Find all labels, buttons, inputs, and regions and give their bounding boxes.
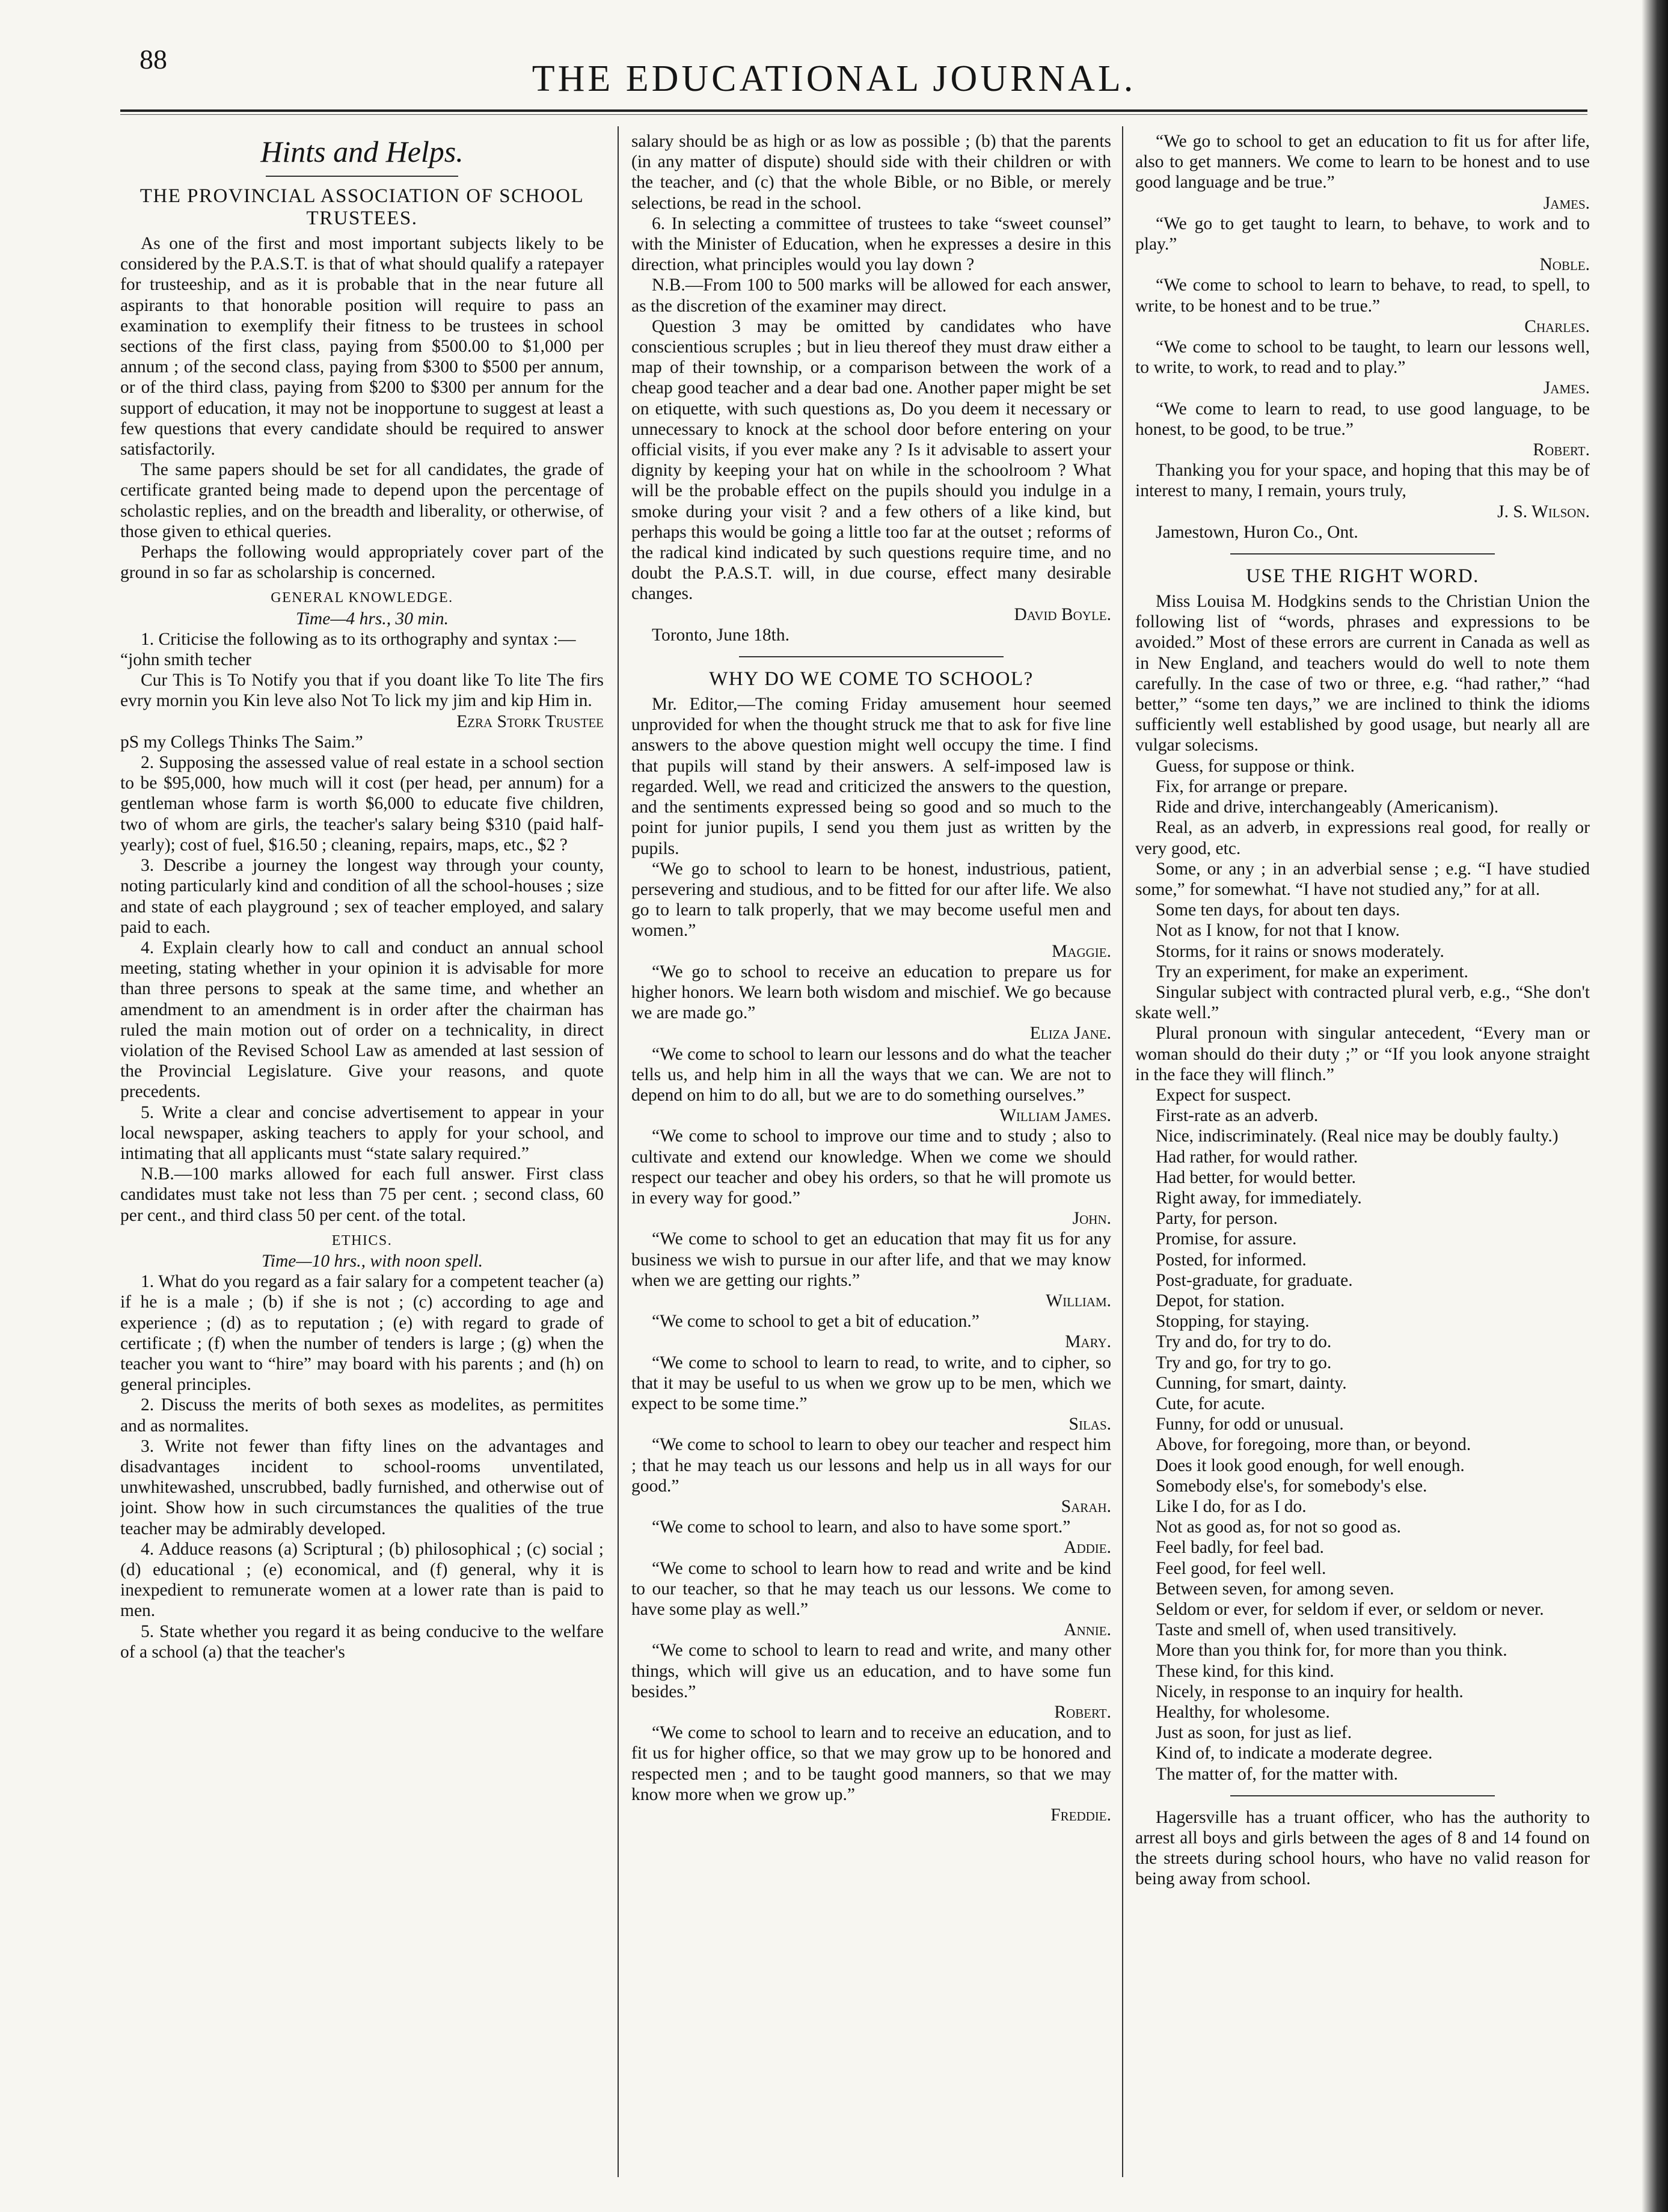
usage-item: Plural pronoun with singular antecedent, “Every man or woman should do their duty ;” or “If you look anyone straight in the face they will flinch.” [1135, 1024, 1590, 1084]
paragraph: Mr. Editor,—The coming Friday amusement hour seemed unprovided for when the thought struck me that to ask for five line answers to the above question might well occupy the time. I find that pupils will stand by their answers. A self-imposed law is regarded. Well, we read and criticized the answers to the question, and the sentiments expressed being so good and so much to the point for junior pupils, I send you them just as written by the pupils. [631, 695, 1111, 858]
paragraph: Miss Louisa M. Hodgkins sends to the Christian Union the following list of “words, phrases and expressions to be avoided.” Most of these errors are current in Canada as well as in New England, and teachers would do well to note them carefully. In the case of two or three, e.g. “had rather,” “had better,” “some ten days,” we are inclined to think the idioms sufficiently well established by good usage, but nearly all are vulgar solecisms. [1135, 592, 1590, 755]
usage-item: The matter of, for the matter with. [1156, 1764, 1399, 1784]
usage-item: Above, for foregoing, more than, or beyond. [1156, 1435, 1471, 1455]
pupil-name: Silas. [1069, 1415, 1111, 1434]
question: 1. Criticise the following as to its orthography and syntax :— [141, 629, 576, 649]
pupil-name: Noble. [1539, 255, 1590, 275]
usage-item: Promise, for assure. [1156, 1229, 1297, 1249]
question: 5. State whether you regard it as being conducive to the welfare of a school (a) that the teacher's [120, 1621, 604, 1662]
usage-item: Party, for person. [1156, 1209, 1278, 1229]
usage-item: Taste and smell of, when used transitively. [1156, 1620, 1457, 1640]
header-rule [120, 109, 1587, 112]
header-rule-thin [120, 114, 1587, 115]
pupil-name: John. [1072, 1209, 1111, 1229]
usage-item: Some ten days, for about ten days. [1156, 900, 1400, 920]
pupil-answer: “We come to school to get a bit of education.” [652, 1312, 980, 1332]
usage-item: Ride and drive, interchangeably (Americanism). [1156, 797, 1499, 817]
usage-item: Storms, for it rains or snows moderately. [1156, 941, 1444, 961]
usage-item: Seldom or ever, for seldom if ever, or seldom or never. [1156, 1600, 1544, 1620]
usage-item: Not as good as, for not so good as. [1156, 1517, 1402, 1537]
subheading-ethics: ETHICS. [331, 1232, 393, 1249]
usage-list [1135, 756, 1590, 1784]
pupil-name: James. [1543, 193, 1590, 213]
usage-item: Post-graduate, for graduate. [1156, 1270, 1353, 1290]
usage-item: Just as soon, for just as lief. [1156, 1723, 1352, 1743]
usage-item: Does it look good enough, for well enough. [1156, 1455, 1465, 1475]
usage-item: Healthy, for wholesome. [1156, 1703, 1330, 1722]
pupil-name: Eliza Jane. [1029, 1024, 1111, 1043]
question: 4. Explain clearly how to call and conduct an annual school meeting, stating whether in your opinion it is advisable for more than three persons to speak at the same time, and whether an amendment to an amendment is in order after the chairman has ruled the main motion out of order on a technicality, in direct violation of the Revised School Law as amended at last session of the Provincial Legislature. Give your reasons, and quote precedents. [120, 938, 604, 1102]
journal-title: THE EDUCATIONAL JOURNAL. [532, 58, 1136, 99]
pupil-answer: “We come to learn to read, to use good language, to be honest, to be good, to be true.” [1135, 399, 1590, 439]
usage-item: Try and do, for try to do. [1156, 1332, 1332, 1352]
page-edge-shadow [1642, 0, 1668, 2212]
pupil-name: Robert. [1054, 1703, 1111, 1722]
usage-item: Depot, for station. [1156, 1291, 1285, 1310]
usage-item: Try and go, for try to go. [1156, 1353, 1332, 1372]
usage-item: Stopping, for staying. [1156, 1312, 1310, 1332]
pupil-answer: “We go to school to learn to be honest, industrious, patient, persevering and studious, and to be fitted for our after life. We also go to learn to talk properly, that we may become useful men and women.” [631, 859, 1111, 941]
usage-item: Between seven, for among seven. [1156, 1579, 1394, 1599]
usage-item: Nicely, in response to an inquiry for health. [1156, 1682, 1464, 1701]
question: 2. Discuss the merits of both sexes as modelites, as permitites and as normalites. [120, 1395, 604, 1436]
usage-item: Somebody else's, for somebody's else. [1156, 1476, 1427, 1496]
paragraph: The same papers should be set for all candidates, the grade of certificate granted being made to depend upon the percentage of scholastic replies, and on the breadth and liberality, or otherwise, of those given to ethical queries. [120, 460, 604, 541]
usage-item: Cute, for acute. [1156, 1393, 1265, 1413]
note: N.B.—From 100 to 500 marks will be allowed for each answer, as the discretion of the examiner may direct. [631, 275, 1111, 316]
usage-item: Real, as an adverb, in expressions real good, for really or very good, etc. [1135, 818, 1590, 858]
usage-item: Had better, for would better. [1156, 1167, 1357, 1187]
pupil-answer: “We come to school to learn to read and write, and many other things, which will give us an education, and to have some fun besides.” [631, 1641, 1111, 1701]
usage-item: Cunning, for smart, dainty. [1156, 1373, 1347, 1393]
pupil-answer: “We go to get taught to learn, to behave, to work and to play.” [1135, 214, 1590, 254]
pupil-name: Maggie. [1052, 941, 1111, 961]
letter-place: Jamestown, Huron Co., Ont. [1156, 522, 1358, 542]
usage-item: Like I do, for as I do. [1156, 1497, 1307, 1516]
usage-item: Try an experiment, for make an experiment. [1156, 962, 1468, 982]
pupil-answer: “We come to school to learn how to read and write and be kind to our teacher, so that he may teach us our lessons. We come to have some play as well.” [631, 1558, 1111, 1620]
pupil-answer: “We come to school to learn to behave, to read, to spell, to write, to be honest and to be true.” [1135, 275, 1590, 316]
usage-item: Right away, for immediately. [1156, 1188, 1362, 1208]
pupil-name: Mary. [1065, 1332, 1111, 1352]
usage-item: Not as I know, for not that I know. [1156, 921, 1400, 941]
pupil-name: Freddie. [1050, 1805, 1111, 1825]
paragraph: Perhaps the following would appropriately cover part of the ground in so far as scholarship is concerned. [120, 542, 604, 583]
pupil-name: Charles. [1524, 316, 1590, 336]
pupil-answer: “We come to school to learn and to receive an education, and to fit us for higher office, so that we may grow up to be honored and respected men ; and to be taught good manners, so that we may know more when we grow up.” [631, 1723, 1111, 1804]
column-2 [631, 131, 1111, 2188]
column-1 [120, 131, 604, 2188]
letter-signature: J. S. Wilson. [1497, 502, 1590, 521]
pupil-name: James. [1543, 378, 1590, 398]
usage-item: Feel badly, for feel bad. [1156, 1538, 1324, 1558]
usage-item: Expect for suspect. [1156, 1085, 1292, 1105]
section-rule [266, 176, 458, 177]
column-divider-2 [1122, 126, 1123, 2177]
paragraph: Question 3 may be omitted by candidates who have conscientious scruples ; but in lieu thereof they must draw either a map of their township, or a comparison between the work of a cheap good teacher and a dear bad one. Another paper might be set on etiquette, with such questions as, Do you deem it necessary or unnecessary to knock at the school door before entering on your official visits, if you ever make any ? Is it advisable to assert your dignity by keeping your hat on while in the schoolroom ? What will be the probable effect on the pupils should you indulge in a smoke during your visit ? and a few others of a like kind, but perhaps this would be going a little too far at the outset ; reforms of the radical kind indicated by such questions require time, and no doubt the P.A.S.T. will, in due course, effect many desirable changes. [631, 316, 1111, 604]
pupil-name: William James. [999, 1106, 1111, 1126]
pupil-answer: “We come to school to learn our lessons and do what the teacher tells us, and help him in all the ways that we can. We are not to depend on him to do all, but we are to do something ourselves.” [631, 1044, 1111, 1105]
column-3 [1135, 131, 1590, 2188]
question: 6. In selecting a committee of trustees to take “sweet counsel” with the Minister of Education, when he expresses a desire in this direction, what principles would you lay down ? [631, 214, 1111, 275]
usage-item: Posted, for informed. [1156, 1250, 1307, 1270]
question: 2. Supposing the assessed value of real estate in a school section to be $95,000, how much will it cost (per head, per annum) for a gentleman whose farm is worth $6,000 to educate five children, two of whom are girls, the teacher's salary being $310 (paid half-yearly); cost of fuel, $16.50 ; cleaning, repairs, maps, etc., $2 ? [120, 753, 604, 855]
pupil-answer: “We go to school to get an education to fit us for after life, also to get manners. We come to learn to be honest and to use good language and be true.” [1135, 132, 1590, 192]
article-title-why-school: WHY DO WE COME TO SCHOOL? [709, 668, 1034, 690]
pupil-answer: “We come to school to improve our time and to study ; also to cultivate and extend our knowledge. When we come we should respect our teacher and obey his orders, so that he will promote us in every way for good.” [631, 1126, 1111, 1208]
time-allowed: Time—10 hrs., with noon spell. [262, 1251, 483, 1271]
question: 3. Write not fewer than fifty lines on the advantages and disadvantages incident to school-rooms unventilated, unwhitewashed, unscrubbed, badly furnished, and otherwise out of joint. Show how in such circumstances the qualities of the true teacher may be admirably developed. [120, 1436, 604, 1538]
pupil-answer: “We come to school to get an education that may fit us for any business we wish to pursue in our after life, and that we may know when we are getting our rights.” [631, 1229, 1111, 1290]
question: 1. What do you regard as a fair salary for a competent teacher (a) if he is a male ; (b) if she is not ; (c) according to age and experience ; (d) as to reputation ; (e) with regard to grade of certificate ; (f) when the number of tenders is large ; (g) when the teacher you want to “hire” may board with his parents ; and (h) on general principles. [120, 1272, 604, 1395]
usage-item: Nice, indiscriminately. (Real nice may be doubly faulty.) [1156, 1126, 1559, 1146]
pupil-answer: “We come to school to be taught, to learn our lessons well, to write, to work, to read and to play.” [1135, 337, 1590, 378]
usage-item: First-rate as an adverb. [1156, 1106, 1319, 1126]
question: 5. Write a clear and concise advertisement to appear in your local newspaper, asking teachers to apply for your school, and intimating that all applicants must “state salary required.” [120, 1102, 604, 1163]
news-paragraph: Hagersville has a truant officer, who has the authority to arrest all boys and girls between the ages of 8 and 14 found on the streets during school hours, who have no valid reason for being away from school. [1135, 1807, 1590, 1889]
usage-item: Had rather, for would rather. [1156, 1147, 1358, 1167]
usage-item: Fix, for arrange or prepare. [1156, 776, 1348, 796]
pupil-name: Robert. [1533, 440, 1590, 460]
question: 4. Adduce reasons (a) Scriptural ; (b) philosophical ; (c) social ; (d) educational ; (e) economical, and (f) general, why it is inexpedient to remunerate women at a lower rate than is paid to men. [120, 1539, 604, 1621]
pupil-answer: “We go to school to receive an education to prepare us for higher honors. We learn both wisdom and mischief. We go because we are made go.” [631, 962, 1111, 1023]
pupil-answer: “We come to school to learn, and also to have some sport.” [652, 1517, 1071, 1537]
article-rule [1230, 1795, 1495, 1796]
usage-item: Some, or any ; in an adverbial sense ; e.g. “I have studied some,” for somewhat. “I have not studied any,” for at all. [1135, 859, 1590, 899]
article-rule [739, 656, 1004, 657]
question: 3. Describe a journey the longest way through your county, noting particularly kind and condition of all the school-houses ; size and state of each playground ; sex of teacher employed, and salary paid to each. [120, 856, 604, 937]
usage-item: These kind, for this kind. [1156, 1661, 1334, 1681]
time-allowed: Time—4 hrs., 30 min. [295, 609, 449, 628]
usage-item: More than you think for, for more than you think. [1156, 1641, 1507, 1661]
usage-item: Funny, for odd or unusual. [1156, 1415, 1344, 1434]
article-title-trustees: THE PROVINCIAL ASSOCIATION OF SCHOOL TRUSTEES. [140, 185, 584, 229]
subheading-general-knowledge: GENERAL KNOWLEDGE. [271, 590, 453, 606]
pupil-name: Addie. [1064, 1538, 1111, 1558]
usage-item: Guess, for suppose or think. [1156, 756, 1355, 776]
paragraph: As one of the first and most important subjects likely to be considered by the P.A.S.T. is that of what should qualify a ratepayer for trusteeship, and as it is probable that in the near future all aspirants to that honorable position will require to pass an examination to exemplify their fitness to be trustees in school sections of the first class, paying from $500.00 to $1,000 per annum ; of the second class, paying from $300 to $500 per annum, or of the third class, paying from $200 to $300 per annum for the support of education, it may not be inopportune to suggest at least a few questions that every candidate should be required to answer satisfactorily. [120, 234, 604, 459]
letter-postscript: pS my Collegs Thinks The Saim.” [120, 732, 363, 752]
section-heading: Hints and Helps. [260, 135, 464, 168]
article-title-right-word: USE THE RIGHT WORD. [1246, 565, 1479, 588]
page-number: 88 [140, 44, 167, 75]
closing-paragraph: Thanking you for your space, and hoping that this may be of interest to many, I remain, yours truly, [1135, 461, 1590, 501]
article-rule [1230, 553, 1495, 555]
usage-item: Feel good, for feel well. [1156, 1558, 1326, 1578]
quoted-letter-line: “john smith techer [120, 650, 251, 670]
pupil-answer: “We come to school to learn to read, to write, and to cipher, so that it may be useful to us when we grow up to be men, which we expect to be some time.” [631, 1353, 1111, 1413]
usage-item: Kind of, to indicate a moderate degree. [1156, 1743, 1433, 1763]
usage-item: Singular subject with contracted plural verb, e.g., “She don't skate well.” [1135, 982, 1590, 1023]
paragraph: salary should be as high or as low as possible ; (b) that the parents (in any matter of dispute) should side with their children or with the teacher, and (c) that the whole Bible, or no Bible, or merely selections, be read in the school. [631, 132, 1111, 213]
pupil-name: Sarah. [1061, 1497, 1111, 1516]
author-signature: David Boyle. [1014, 604, 1111, 624]
pupil-name: William. [1046, 1291, 1111, 1310]
pupil-name: Annie. [1064, 1620, 1111, 1640]
letter-signature: Ezra Stork Trustee [456, 711, 604, 731]
quoted-letter-body: Cur This is To Notify you that if you doant like To lite The firs evry mornin you Kin leve also Not To lick my jim and kip Him in. [120, 671, 604, 711]
dateline: Toronto, June 18th. [652, 625, 790, 645]
column-divider-1 [618, 126, 619, 2177]
note: N.B.—100 marks allowed for each full answer. First class candidates must take not less than 75 per cent. ; second class, 60 per cent., and third class 50 per cent. of the total. [120, 1164, 604, 1225]
pupil-answer: “We come to school to learn to obey our teacher and respect him ; that he may teach us our lessons and help us in all ways for our good.” [631, 1435, 1111, 1496]
